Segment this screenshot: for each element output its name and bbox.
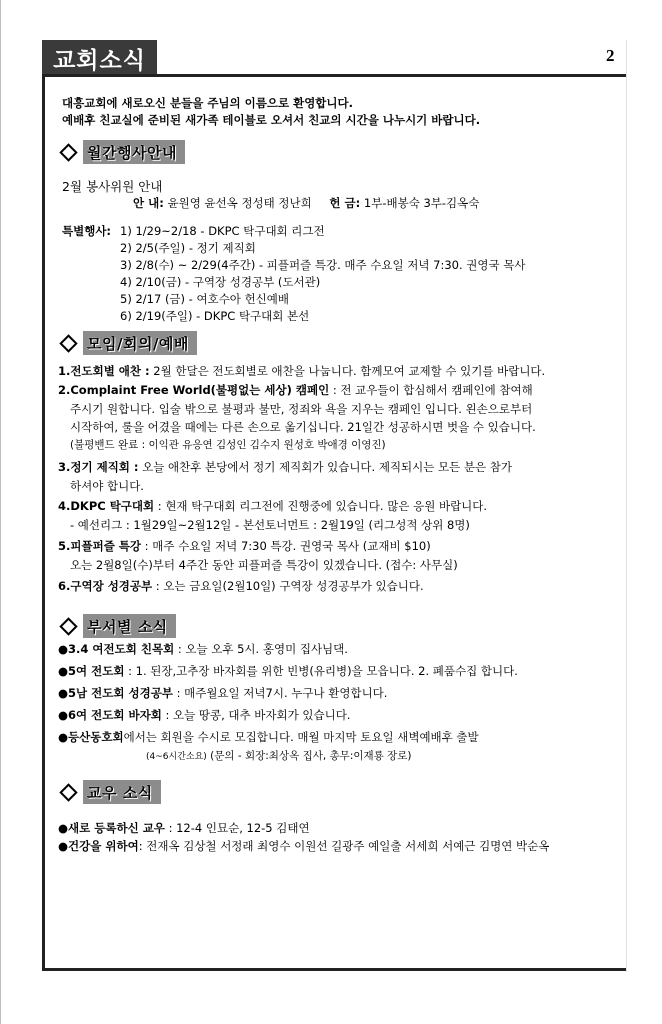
member-item <box>58 838 549 854</box>
meeting-item-5-line: 오는 2월8일(수)부터 4주간 동안 피플퍼즐 특강이 있겠습니다. (접수: 사무실) <box>70 558 458 572</box>
meeting-item-3 <box>58 459 512 475</box>
item-text: : 매주월요일 저녁7시. 누구나 환영합니다. <box>172 686 388 700</box>
department-item <box>58 685 387 701</box>
service-title: 2월 봉사위원 안내 <box>62 179 163 194</box>
intro-line-2: 예배후 친교실에 준비된 새가족 테이블로 오셔서 친교의 시간을 나누시기 바랍니다. <box>62 113 481 127</box>
section-departments-heading <box>60 614 176 638</box>
meeting-item-2 <box>58 382 533 398</box>
item-text: : 현재 탁구대회 리그전에 진행중에 있습니다. 많은 응원 바랍니다. <box>154 499 488 513</box>
offering-label: 헌 금: <box>329 196 361 210</box>
meeting-item-2-line: 주시기 원합니다. 입술 밖으로 불평과 불만, 정죄와 욕을 지우는 캠페인 입니다. 왼손으로부터 <box>70 402 533 416</box>
meeting-item-6 <box>58 578 424 594</box>
item-title: 1.전도회별 애찬 : <box>58 364 150 378</box>
offering-value: 1부-배봉숙 3부-김옥숙 <box>363 196 480 210</box>
meeting-item-2-line: 시작하여, 룰을 어겼을 때에는 다른 손으로 옮기십니다. 21일간 성공하시면 벗을 수 있습니다. <box>70 420 536 434</box>
contact-note: (문의 - 회장:최상옥 집사, 총무:이재룡 장로) <box>206 750 412 762</box>
department-item <box>58 663 518 679</box>
item-text: : 오늘 땅콩, 대추 바자회가 있습니다. <box>161 708 351 722</box>
meeting-item-4-line: - 예선리그 : 1월29일~2월12일 - 본선토너먼트 : 2월19일 (리그성적 상위 8명) <box>70 518 470 532</box>
meeting-item-2-note: (불평밴드 완료 : 이익관 유응연 김성인 김수지 원성호 박애경 이영진) <box>70 439 386 451</box>
item-text: : 전 교우들이 합심해서 캠페인에 참여해 <box>329 383 533 397</box>
item-text: 2월 한달은 전도회별로 애찬을 나눕니다. 함께모여 교제할 수 있기를 바랍니다. <box>149 364 546 378</box>
diamond-icon <box>59 334 77 352</box>
page-number: 2 <box>606 46 615 65</box>
frame-shadow <box>626 40 627 972</box>
item-title: 6.구역장 성경공부 <box>58 579 153 593</box>
header-rule <box>42 74 626 77</box>
item-title: 5.피플퍼즐 특강 <box>58 539 142 553</box>
item-text: : 전재옥 김상철 서정래 최영수 이원선 길광주 예일출 서세희 서예근 김명연 박순옥 <box>138 839 550 853</box>
service-assignments <box>133 195 479 211</box>
page-title: 교회소식 <box>42 40 157 76</box>
frame-bottom-border <box>42 968 626 971</box>
item-title: 2.Complaint Free World(불평없는 세상) 캠페인 <box>58 383 330 397</box>
section-members-heading <box>60 780 161 804</box>
meeting-item-3-line: 하셔야 합니다. <box>70 479 144 493</box>
section-label: 월간행사안내 <box>83 140 185 164</box>
item-text: : 오는 금요일(2월10일) 구역장 성경공부가 있습니다. <box>152 579 424 593</box>
section-meetings-heading <box>60 331 197 355</box>
meeting-item-5 <box>58 538 431 554</box>
item-text: : 오늘 오후 5시. 홍영미 집사님댁. <box>174 642 348 656</box>
event-item: 1) 1/29~2/18 - DKPC 탁구대회 리그전 <box>120 224 325 238</box>
department-item <box>58 729 479 745</box>
event-item: 4) 2/10(금) - 구역장 성경공부 (도서관) <box>120 275 321 289</box>
section-monthly-heading <box>60 140 185 164</box>
member-item <box>58 820 310 836</box>
department-item <box>58 641 348 657</box>
section-label: 부서별 소식 <box>83 614 176 638</box>
event-item: 5) 2/17 (금) - 여호수아 헌신예배 <box>120 292 290 306</box>
item-title: ●새로 등록하신 교우 <box>58 821 165 835</box>
item-title: ●5남 전도회 성경공부 <box>58 686 173 700</box>
meeting-item-1 <box>58 363 545 379</box>
item-text: : 매주 수요일 저녁 7:30 특강. 권영국 목사 (교재비 $10) <box>141 539 431 553</box>
event-item: 6) 2/19(주일) - DKPC 탁구대회 본선 <box>120 309 310 323</box>
section-label: 교우 소식 <box>83 780 161 804</box>
item-title: ●등산동호회 <box>58 730 124 744</box>
guide-value: 윤원영 윤선옥 정성태 정난희 <box>167 196 312 210</box>
item-title: 4.DKPC 탁구대회 <box>58 499 155 513</box>
events-label: 특별행사: <box>62 224 112 238</box>
duration-note: (4~6시간소요) <box>146 752 207 762</box>
item-title: ●3.4 여전도회 친목회 <box>58 642 175 656</box>
meeting-item-4 <box>58 498 487 514</box>
item-title: 3.정기 제직회 : <box>58 460 139 474</box>
page-edge <box>0 0 1 1024</box>
item-title: ●5여 전도회 <box>58 664 125 678</box>
department-item-5-line <box>146 748 412 763</box>
intro-line-1: 대흥교회에 새로오신 분들을 주님의 이름으로 환영합니다. <box>62 96 354 110</box>
intro-block <box>62 95 480 129</box>
diamond-icon <box>59 143 77 161</box>
event-item: 2) 2/5(주일) - 정기 제직회 <box>120 241 256 255</box>
item-text: : 1. 된장,고추장 바자회를 위한 빈병(유리병)을 모읍니다. 2. 폐품수집 합니다. <box>124 664 518 678</box>
item-text: 오늘 애찬후 본당에서 정기 제직회가 있습니다. 제직되시는 모든 분은 참가 <box>138 460 513 474</box>
diamond-icon <box>59 617 77 635</box>
event-item: 3) 2/8(수) ~ 2/29(4주간) - 피플퍼즐 특강. 매주 수요일 저녁 7:30. 권영국 목사 <box>120 258 526 272</box>
item-text: : 12-4 인묘순, 12-5 김태연 <box>164 821 310 835</box>
item-text: 에서는 회원을 수시로 모집합니다. 매월 마지막 토요일 새벽예배후 출발 <box>123 730 479 744</box>
guide-label: 안 내: <box>133 196 164 210</box>
item-title: ●건강을 위하여 <box>58 839 139 853</box>
frame-left-border <box>42 76 45 971</box>
department-item <box>58 707 350 723</box>
diamond-icon <box>59 783 77 801</box>
item-title: ●6여 전도회 바자회 <box>58 708 162 722</box>
section-label: 모임/회의/예배 <box>83 331 197 355</box>
